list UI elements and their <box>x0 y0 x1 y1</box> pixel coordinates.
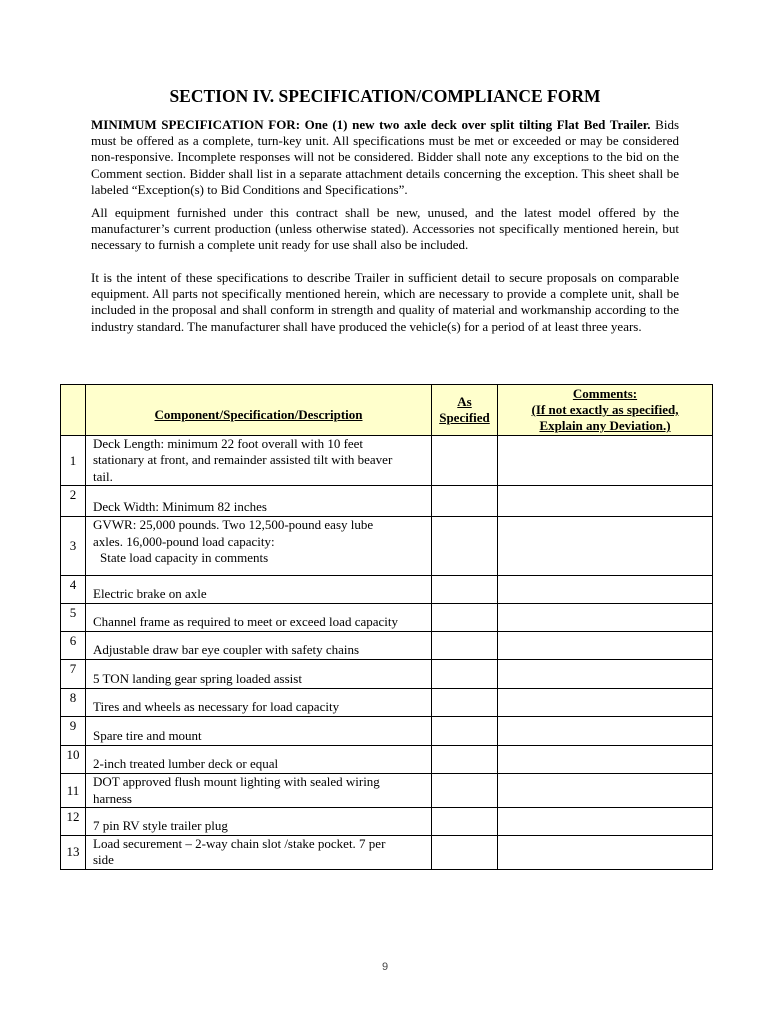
intro-paragraph-1 <box>91 117 679 198</box>
row-number: 6 <box>61 632 86 660</box>
header-as-specified <box>432 385 498 436</box>
row-description <box>86 486 432 517</box>
section-title: SECTION IV. SPECIFICATION/COMPLIANCE FORM <box>169 86 601 106</box>
row-number: 8 <box>61 689 86 717</box>
description-line: Spare tire and mount <box>93 727 202 743</box>
row-number: 1 <box>61 436 86 486</box>
row-description <box>86 836 432 870</box>
description-line: State load capacity in comments <box>100 550 269 566</box>
comments-cell[interactable] <box>498 486 713 517</box>
row-description <box>86 604 432 632</box>
table-row <box>61 660 713 689</box>
row-description <box>86 517 432 576</box>
table-row <box>61 746 713 774</box>
comments-cell[interactable] <box>498 808 713 836</box>
row-number: 12 <box>61 808 86 836</box>
table-header-row <box>61 385 713 436</box>
row-number: 11 <box>61 774 86 808</box>
row-number: 5 <box>61 604 86 632</box>
row-description <box>86 689 432 717</box>
as-specified-cell[interactable] <box>432 604 498 632</box>
description-line: Electric brake on axle <box>93 585 207 601</box>
header-comments <box>498 385 713 436</box>
comments-cell[interactable] <box>498 717 713 746</box>
header-specified-label: Specified <box>439 410 490 425</box>
row-description <box>86 436 432 486</box>
as-specified-cell[interactable] <box>432 486 498 517</box>
intro-paragraph-1-text: Bids must be offered as a complete, turn-key unit. All specifications must be met or exceeded or may be considered non-responsive. Incomplete responses will not be considered. Bidder shall note any exceptions to the bid on the Comment section. Bidder shall list in a separate attachment details concerning the exception. This sheet shall be labeled “Exception(s) to Bid Conditions and Specifications”. <box>91 117 679 197</box>
row-description <box>86 717 432 746</box>
specification-table <box>60 384 713 870</box>
header-description <box>86 385 432 436</box>
page-number: 9 <box>381 961 389 973</box>
as-specified-cell[interactable] <box>432 836 498 870</box>
header-description-label: Component/Specification/Description <box>154 407 363 422</box>
row-description <box>86 808 432 836</box>
comments-cell[interactable] <box>498 836 713 870</box>
row-description <box>86 632 432 660</box>
header-comments-note-1: (If not exactly as specified, <box>531 402 679 417</box>
description-line: GVWR: 25,000 pounds. Two 12,500-pound easy lube <box>93 517 374 533</box>
row-description <box>86 660 432 689</box>
as-specified-cell[interactable] <box>432 517 498 576</box>
row-description <box>86 576 432 604</box>
as-specified-cell[interactable] <box>432 632 498 660</box>
table-row <box>61 486 713 517</box>
comments-cell[interactable] <box>498 436 713 486</box>
header-comments-label: Comments: <box>572 386 638 401</box>
table-row <box>61 436 713 486</box>
row-description <box>86 746 432 774</box>
as-specified-cell[interactable] <box>432 576 498 604</box>
minimum-specification-lead: MINIMUM SPECIFICATION FOR: One (1) new two axle deck over split tilting Flat Bed Trailer. <box>91 117 651 132</box>
as-specified-cell[interactable] <box>432 717 498 746</box>
row-number: 10 <box>61 746 86 774</box>
comments-cell[interactable] <box>498 576 713 604</box>
row-number: 13 <box>61 836 86 870</box>
as-specified-cell[interactable] <box>432 436 498 486</box>
as-specified-cell[interactable] <box>432 808 498 836</box>
as-specified-cell[interactable] <box>432 660 498 689</box>
comments-cell[interactable] <box>498 632 713 660</box>
table-row <box>61 717 713 746</box>
description-line: Load securement – 2-way chain slot /stake pocket. 7 per <box>93 836 386 852</box>
table-row <box>61 808 713 836</box>
comments-cell[interactable] <box>498 774 713 808</box>
row-number: 7 <box>61 660 86 689</box>
row-number: 4 <box>61 576 86 604</box>
description-line: 2-inch treated lumber deck or equal <box>93 755 279 771</box>
as-specified-cell[interactable] <box>432 689 498 717</box>
table-row <box>61 836 713 870</box>
table-row <box>61 632 713 660</box>
description-line: axles. 16,000-pound load capacity: <box>93 533 275 549</box>
row-number: 2 <box>61 486 86 517</box>
comments-cell[interactable] <box>498 517 713 576</box>
intro-paragraph-2: All equipment furnished under this contract shall be new, unused, and the latest model offered by the manufacturer’s current production (unless otherwise stated). Accessories not specifically mentioned herein, but necessary to furnish a complete unit ready for use shall also be included. <box>91 205 679 253</box>
table-row <box>61 604 713 632</box>
comments-cell[interactable] <box>498 689 713 717</box>
header-number-cell <box>61 385 86 436</box>
description-line: 7 pin RV style trailer plug <box>93 817 228 833</box>
row-number: 9 <box>61 717 86 746</box>
comments-cell[interactable] <box>498 660 713 689</box>
comments-cell[interactable] <box>498 746 713 774</box>
description-line: Tires and wheels as necessary for load capacity <box>93 698 340 714</box>
description-line: Deck Width: Minimum 82 inches <box>93 498 267 514</box>
table-row <box>61 576 713 604</box>
description-line: DOT approved flush mount lighting with sealed wiring <box>93 774 380 790</box>
intro-paragraph-3: It is the intent of these specifications to describe Trailer in sufficient detail to secure proposals on comparable equipment. All parts not specifically mentioned herein, which are necessary to provide a complete unit, shall be included in the proposal and shall conform in strength and quality of material and workmanship according to the industry standard. The manufacturer shall have produced the vehicle(s) for a period of at least three years. <box>91 270 679 334</box>
as-specified-cell[interactable] <box>432 746 498 774</box>
row-number: 3 <box>61 517 86 576</box>
description-line: tail. <box>93 468 113 484</box>
header-as-label: As <box>457 394 472 409</box>
as-specified-cell[interactable] <box>432 774 498 808</box>
description-line: Adjustable draw bar eye coupler with safety chains <box>93 641 360 657</box>
table-row <box>61 689 713 717</box>
description-line: Deck Length: minimum 22 foot overall with 10 feet <box>93 436 364 451</box>
table-row <box>61 517 713 576</box>
description-line: Channel frame as required to meet or exceed load capacity <box>93 613 398 629</box>
description-line: stationary at front, and remainder assisted tilt with beaver <box>93 452 393 468</box>
description-line: 5 TON landing gear spring loaded assist <box>93 670 302 686</box>
row-description <box>86 774 432 808</box>
table-row <box>61 774 713 808</box>
description-line: harness <box>93 790 132 806</box>
comments-cell[interactable] <box>498 604 713 632</box>
header-comments-note-2: Explain any Deviation.) <box>539 418 671 433</box>
description-line: side <box>93 852 114 868</box>
